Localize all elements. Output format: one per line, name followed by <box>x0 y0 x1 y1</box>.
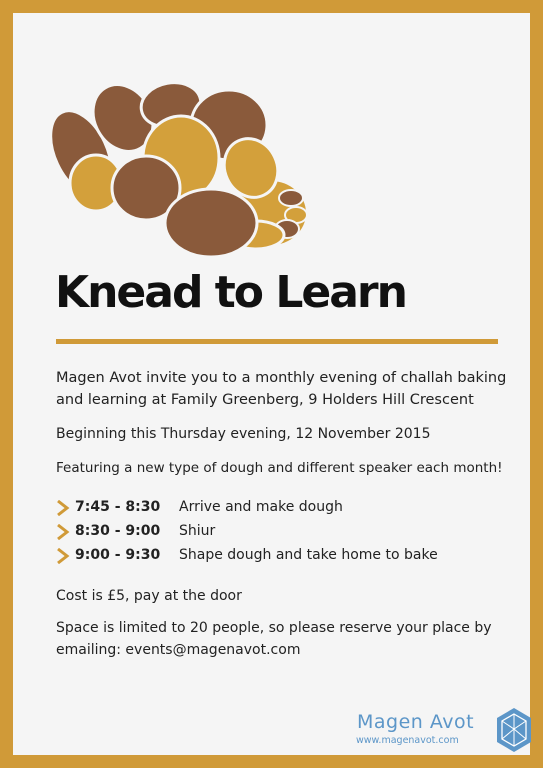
schedule-time: 7:45 - 8:30 <box>75 499 161 515</box>
brand-name: Magen Avot <box>357 711 475 733</box>
schedule-row <box>56 545 516 569</box>
schedule-time: 8:30 - 9:00 <box>75 523 161 539</box>
chevron-right-icon <box>56 500 70 516</box>
schedule-activity: Shiur <box>179 523 216 539</box>
chevron-right-icon <box>56 548 70 564</box>
schedule-time: 9:00 - 9:30 <box>75 547 161 563</box>
title-divider <box>56 339 498 344</box>
diamond-gem-icon <box>495 707 533 753</box>
schedule-row <box>56 521 516 545</box>
start-date-text: Beginning this Thursday evening, 12 November 2015 <box>56 426 431 442</box>
brand-url[interactable]: www.magenavot.com <box>356 735 459 746</box>
flyer-page <box>13 13 530 755</box>
chevron-right-icon <box>56 524 70 540</box>
reservation-text: Space is limited to 20 people, so please reserve your place by emailing: events@magenavot.com <box>56 620 492 658</box>
schedule-activity: Arrive and make dough <box>179 499 343 515</box>
intro-text: Magen Avot invite you to a monthly evening of challah baking and learning at Family Greenberg, 9 Holders Hill Crescent <box>56 370 507 408</box>
cost-text: Cost is £5, pay at the door <box>56 588 242 604</box>
schedule-row <box>56 497 516 521</box>
flyer-title: Knead to Learn <box>55 267 406 318</box>
schedule-activity: Shape dough and take home to bake <box>179 547 438 563</box>
challah-bread-icon <box>51 63 313 263</box>
schedule-list <box>56 497 516 569</box>
featuring-text: Featuring a new type of dough and different speaker each month! <box>56 460 503 476</box>
